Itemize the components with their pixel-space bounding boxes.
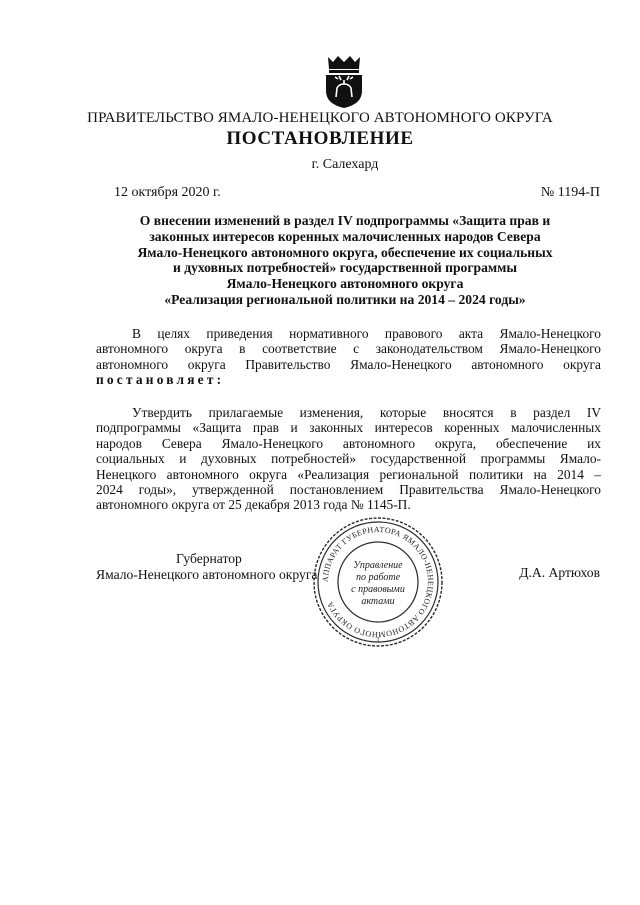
paragraph-line: социальных и духовных потребностей» государственной программы Ямало- — [96, 451, 601, 467]
paragraph-line: автономного округа в соответствие с законодательством Ямало-Ненецкого — [96, 341, 601, 357]
stamp-number: 1 — [376, 636, 380, 644]
stamp-center-line: актами — [361, 596, 395, 607]
signer-name: Д.А. Артюхов — [519, 565, 600, 580]
coat-of-arms-icon — [321, 53, 367, 109]
paragraph-line: Ненецкого автономного округа «Реализация региональной политики на 2014 – — [96, 466, 601, 482]
signer-title: Губернатор — [176, 551, 242, 566]
paragraph-line: автономного округа от 25 декабря 2013 года № 1145-П. — [96, 497, 411, 513]
stamp-center-line: с правовыми — [351, 584, 405, 595]
decree-word: постановляет: — [96, 372, 225, 388]
government-title: ПРАВИТЕЛЬСТВО ЯМАЛО-НЕНЕЦКОГО АВТОНОМНОГО ОКРУГА — [87, 110, 553, 126]
preamble-paragraph — [96, 326, 601, 388]
heading-line: и духовных потребностей» государственной программы — [173, 260, 517, 276]
stamp-center-line: по работе — [355, 572, 401, 583]
heading-line: О внесении изменений в раздел IV подпрограммы «Защита прав и — [139, 213, 551, 228]
stamp-ring-text: АППАРАТ ГУБЕРНАТОРА ЯМАЛО-НЕНЕЦКОГО АВТОНОМНОГО ОКРУГА — [320, 524, 436, 640]
official-stamp — [312, 516, 444, 648]
paragraph-line: В целях приведения нормативного правового акта Ямало-Ненецкого — [132, 326, 601, 341]
paragraph-line: подпрограммы «Защита прав и законных интересов коренных малочисленных — [96, 420, 601, 436]
stamp-center-line: Управление — [353, 560, 403, 571]
paragraph-line: Утвердить прилагаемые изменения, которые вносятся в раздел IV — [132, 405, 601, 420]
decree-heading — [90, 213, 600, 308]
heading-line: «Реализация региональной политики на 2014 – 2024 годы» — [164, 291, 526, 307]
signer-organization: Ямало-Ненецкого автономного округа — [96, 567, 318, 582]
operative-paragraph — [96, 405, 601, 513]
document-date: 12 октября 2020 г. — [114, 185, 221, 200]
city: г. Салехард — [311, 157, 379, 172]
paragraph-line: народов Севера Ямало-Ненецкого автономного округа, обеспечение их — [96, 435, 601, 451]
document-number: № 1194-П — [540, 185, 600, 200]
heading-line: Ямало-Ненецкого автономного округа, обеспечение их социальных — [137, 244, 553, 260]
document-type: ПОСТАНОВЛЕНИЕ — [226, 128, 414, 149]
paragraph-line: автономного округа Правительство Ямало-Ненецкого автономного округа — [96, 356, 601, 372]
heading-line: законных интересов коренных малочисленных народов Севера — [149, 228, 541, 244]
paragraph-line: 2024 годы», утвержденной постановлением Правительства Ямало-Ненецкого — [96, 482, 601, 498]
heading-line: Ямало-Ненецкого автономного округа — [226, 276, 464, 292]
